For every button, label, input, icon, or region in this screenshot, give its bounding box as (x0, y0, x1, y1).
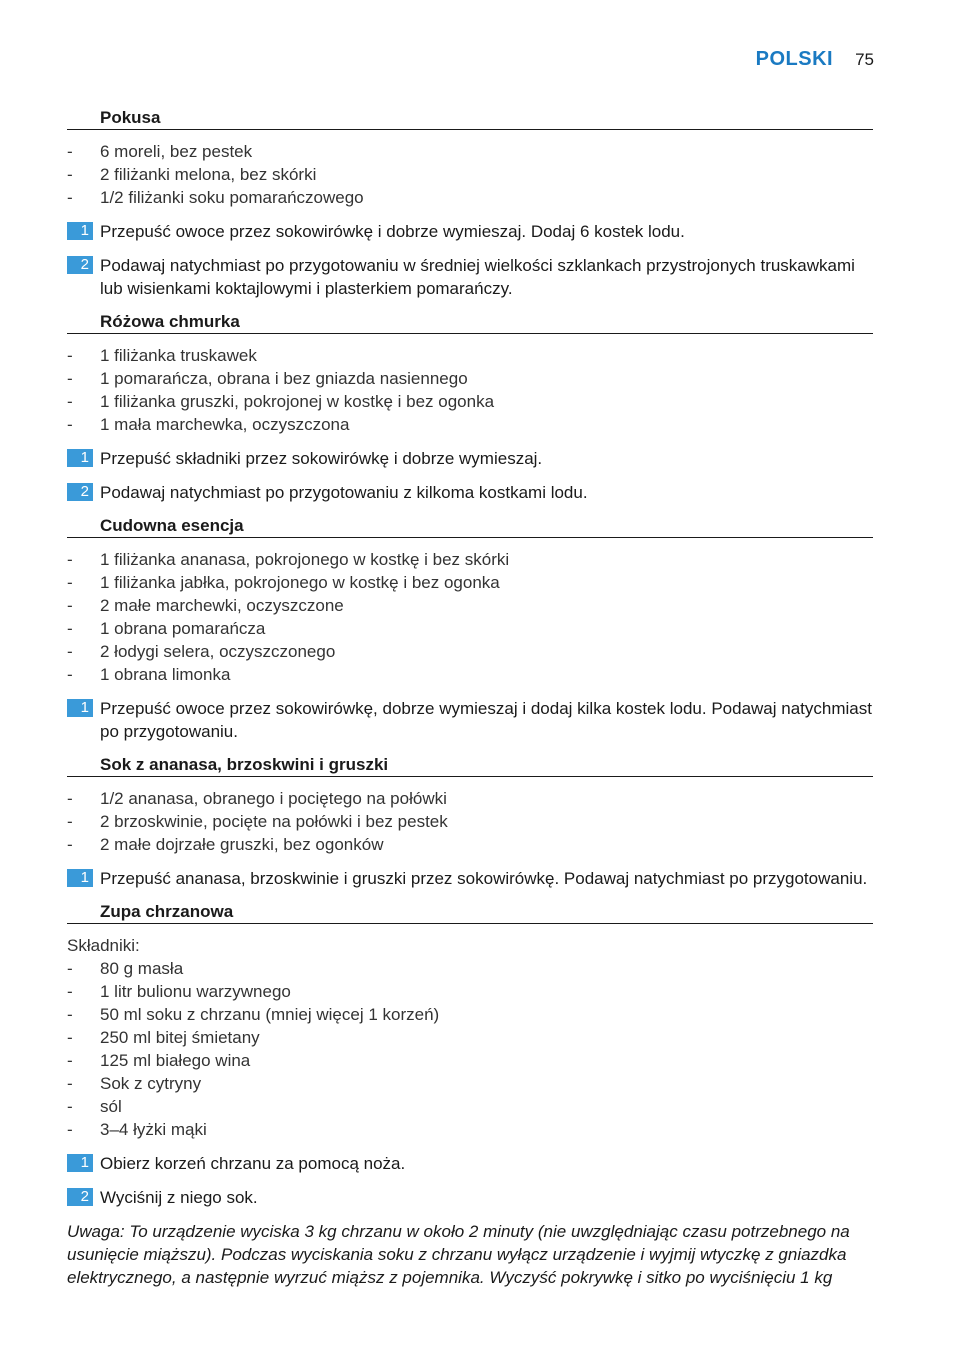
step-text: Przepuść owoce przez sokowirówkę i dobrze wymieszaj. Dodaj 6 kostek lodu. (100, 222, 685, 241)
ingredient-list (67, 787, 873, 856)
step-text: Przepuść składniki przez sokowirówkę i dobrze wymieszaj. (100, 449, 543, 468)
step-number-badge: 1 (67, 1154, 93, 1172)
ingredient-item: - 3–4 łyżki mąki (67, 1118, 873, 1141)
recipe-section (67, 900, 873, 1209)
step (67, 1152, 873, 1175)
step-number-badge: 1 (67, 449, 93, 467)
section-divider (67, 923, 873, 924)
step (67, 697, 873, 743)
page-number: 75 (855, 50, 874, 69)
ingredient-item: - 1 litr bulionu warzywnego (67, 980, 873, 1003)
ingredient-item: - 2 filiżanki melona, bez skórki (67, 163, 873, 186)
ingredient-item: - 1 filiżanka truskawek (67, 344, 873, 367)
page-header (756, 48, 874, 71)
step-number-badge: 1 (67, 222, 93, 240)
ingredient-item: - 250 ml bitej śmietany (67, 1026, 873, 1049)
ingredient-item: - 2 łodygi selera, oczyszczonego (67, 640, 873, 663)
step (67, 220, 873, 243)
recipe-section (67, 310, 873, 504)
step (67, 867, 873, 890)
section-title: Zupa chrzanowa (100, 902, 234, 921)
recipe-section (67, 753, 873, 890)
ingredient-item: - 1 obrana pomarańcza (67, 617, 873, 640)
ingredient-item: - 125 ml białego wina (67, 1049, 873, 1072)
step (67, 447, 873, 470)
ingredient-item: - Sok z cytryny (67, 1072, 873, 1095)
ingredient-list (67, 140, 873, 209)
step-text: Przepuść owoce przez sokowirówkę, dobrze wymieszaj i dodaj kilka kostek lodu. Podawaj natychmiast po przygotowaniu. (100, 699, 872, 741)
step-number-badge: 2 (67, 1188, 93, 1206)
ingredient-item: - 1/2 filiżanki soku pomarańczowego (67, 186, 873, 209)
step-number-badge: 1 (67, 699, 93, 717)
language-label: POLSKI (755, 48, 834, 70)
recipe-section (67, 106, 873, 300)
step-number-badge: 2 (67, 256, 93, 274)
ingredient-list (67, 957, 873, 1141)
ingredient-list (67, 548, 873, 686)
recipe-content (67, 106, 873, 1289)
ingredient-item: - 2 brzoskwinie, pocięte na połówki i bez pestek (67, 810, 873, 833)
step-number-badge: 2 (67, 483, 93, 501)
ingredient-item: - 1 filiżanka jabłka, pokrojonego w kostkę i bez ogonka (67, 571, 873, 594)
step (67, 254, 873, 300)
ingredient-item: - 1 filiżanka gruszki, pokrojonej w kostkę i bez ogonka (67, 390, 873, 413)
ingredient-item: - 80 g masła (67, 957, 873, 980)
section-divider (67, 333, 873, 334)
ingredient-item: - 1 filiżanka ananasa, pokrojonego w kostkę i bez skórki (67, 548, 873, 571)
ingredient-item: - 50 ml soku z chrzanu (mniej więcej 1 korzeń) (67, 1003, 873, 1026)
recipe-section (67, 514, 873, 743)
ingredient-item: - 6 moreli, bez pestek (67, 140, 873, 163)
ingredient-item: - 1 pomarańcza, obrana i bez gniazda nasiennego (67, 367, 873, 390)
section-divider (67, 129, 873, 130)
section-title: Cudowna esencja (100, 516, 244, 535)
ingredient-item: - 2 małe dojrzałe gruszki, bez ogonków (67, 833, 873, 856)
ingredients-label: Składniki: (67, 936, 140, 955)
step (67, 481, 873, 504)
ingredient-item: - sól (67, 1095, 873, 1118)
ingredient-item: - 1 obrana limonka (67, 663, 873, 686)
section-title: Sok z ananasa, brzoskwini i gruszki (100, 755, 389, 774)
step (67, 1186, 873, 1209)
note-paragraph: Uwaga: To urządzenie wyciska 3 kg chrzanu w około 2 minuty (nie uwzględniając czasu potrzebnego na usunięcie miąższu). Podczas wyciskania soku z chrzanu wyłącz urządzenie i wyjmij wtyczkę z gniazdka elektrycznego, a następnie wyrzuć miąższ z pojemnika. Wyczyść pokrywkę i sitko po wyciśnięciu 1 kg (67, 1222, 850, 1287)
section-divider (67, 776, 873, 777)
step-text: Podawaj natychmiast po przygotowaniu z kilkoma kostkami lodu. (100, 483, 588, 502)
section-title: Pokusa (100, 108, 161, 127)
step-number-badge: 1 (67, 869, 93, 887)
ingredient-item: - 1 mała marchewka, oczyszczona (67, 413, 873, 436)
ingredient-list (67, 344, 873, 436)
step-text: Podawaj natychmiast po przygotowaniu w średniej wielkości szklankach przystrojonych truskawkami lub wisienkami koktajlowymi i plasterkiem pomarańczy. (100, 256, 855, 298)
step-text: Wyciśnij z niego sok. (100, 1188, 258, 1207)
step-text: Przepuść ananasa, brzoskwinie i gruszki przez sokowirówkę. Podawaj natychmiast po przygotowaniu. (100, 869, 868, 888)
ingredient-item: - 1/2 ananasa, obranego i pociętego na połówki (67, 787, 873, 810)
section-title: Różowa chmurka (100, 312, 240, 331)
step-text: Obierz korzeń chrzanu za pomocą noża. (100, 1154, 406, 1173)
section-divider (67, 537, 873, 538)
ingredient-item: - 2 małe marchewki, oczyszczone (67, 594, 873, 617)
